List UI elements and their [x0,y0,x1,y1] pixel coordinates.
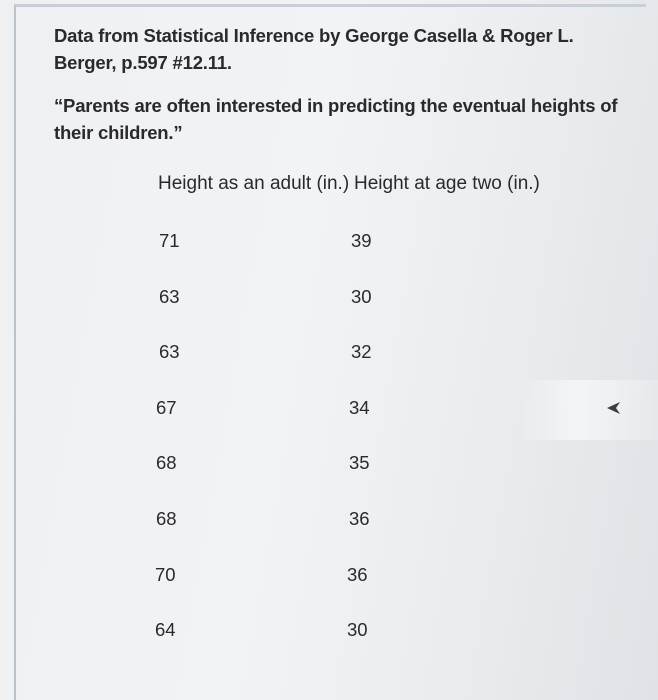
age-two-height-cell: 36 [347,564,368,585]
adult-height-cell: 71 [159,230,180,251]
age-two-height-cell: 30 [351,286,372,307]
source-citation: Data from Statistical Inference by George Casella & Roger L. Berger, p.597 #12.11. [54,25,574,73]
header-age-two-height: Height at age two (in.) [354,173,540,194]
adult-height-cell: 67 [156,397,177,418]
adult-height-cell: 63 [159,286,180,307]
adult-height-cell: 63 [159,341,180,362]
age-two-height-cell: 39 [351,230,372,251]
age-two-height-cell: 35 [349,452,370,473]
problem-quote: “Parents are often interested in predicting the eventual heights of their children.” [54,95,618,143]
age-two-height-cell: 30 [347,619,368,640]
age-two-height-cell: 34 [349,397,370,418]
age-two-height-cell: 32 [351,341,372,362]
age-two-height-cell: 36 [349,508,370,529]
adult-height-cell: 68 [156,452,177,473]
adult-height-cell: 64 [155,619,176,640]
mouse-pointer-icon [606,400,622,416]
header-adult-height: Height as an adult (in.) [158,173,350,194]
adult-height-cell: 68 [156,508,177,529]
adult-height-cell: 70 [155,564,176,585]
